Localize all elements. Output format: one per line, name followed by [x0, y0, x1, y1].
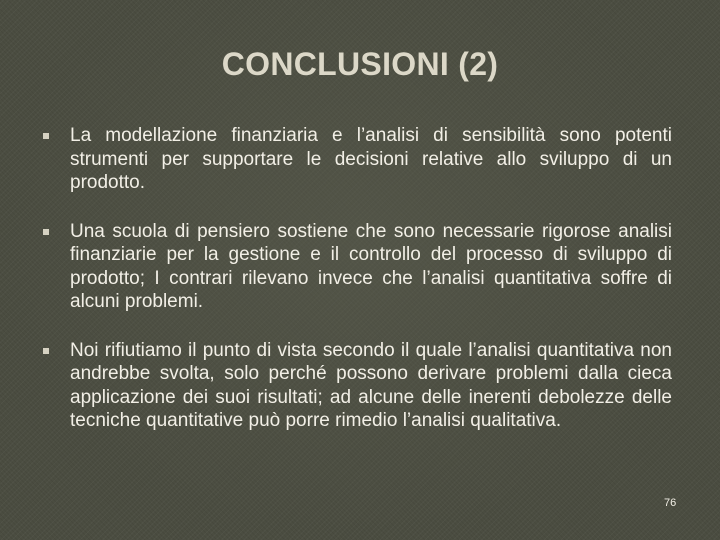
bullet-list — [40, 124, 672, 458]
bullet-text: Una scuola di pensiero sostiene che sono necessarie rigorose analisi finanziarie per la gestione e il controllo del processo di sviluppo di prodotto; I contrari rilevano invece che l’analisi quantitativa soffre di alcuni problemi. — [70, 220, 672, 312]
bullet-item — [40, 220, 672, 314]
square-bullet-icon — [43, 229, 49, 235]
bullet-item — [40, 124, 672, 195]
bullet-text: La modellazione finanziaria e l’analisi di sensibilità sono potenti strumenti per supportare le decisioni relative allo sviluppo di un prodotto. — [70, 125, 672, 193]
page-number: 76 — [664, 497, 677, 509]
bullet-item — [40, 339, 672, 433]
square-bullet-icon — [43, 348, 49, 354]
slide-title: CONCLUSIONI (2) — [221, 46, 499, 82]
bullet-text: Noi rifiutiamo il punto di vista secondo il quale l’analisi quantitativa non andrebbe svolta, solo perché possono derivare problemi dalla cieca applicazione dei suoi risultati; ad alcune delle inerenti debolezze delle tecniche quantitative può porre rimedio l’analisi qualitativa. — [70, 339, 672, 431]
square-bullet-icon — [43, 133, 49, 139]
